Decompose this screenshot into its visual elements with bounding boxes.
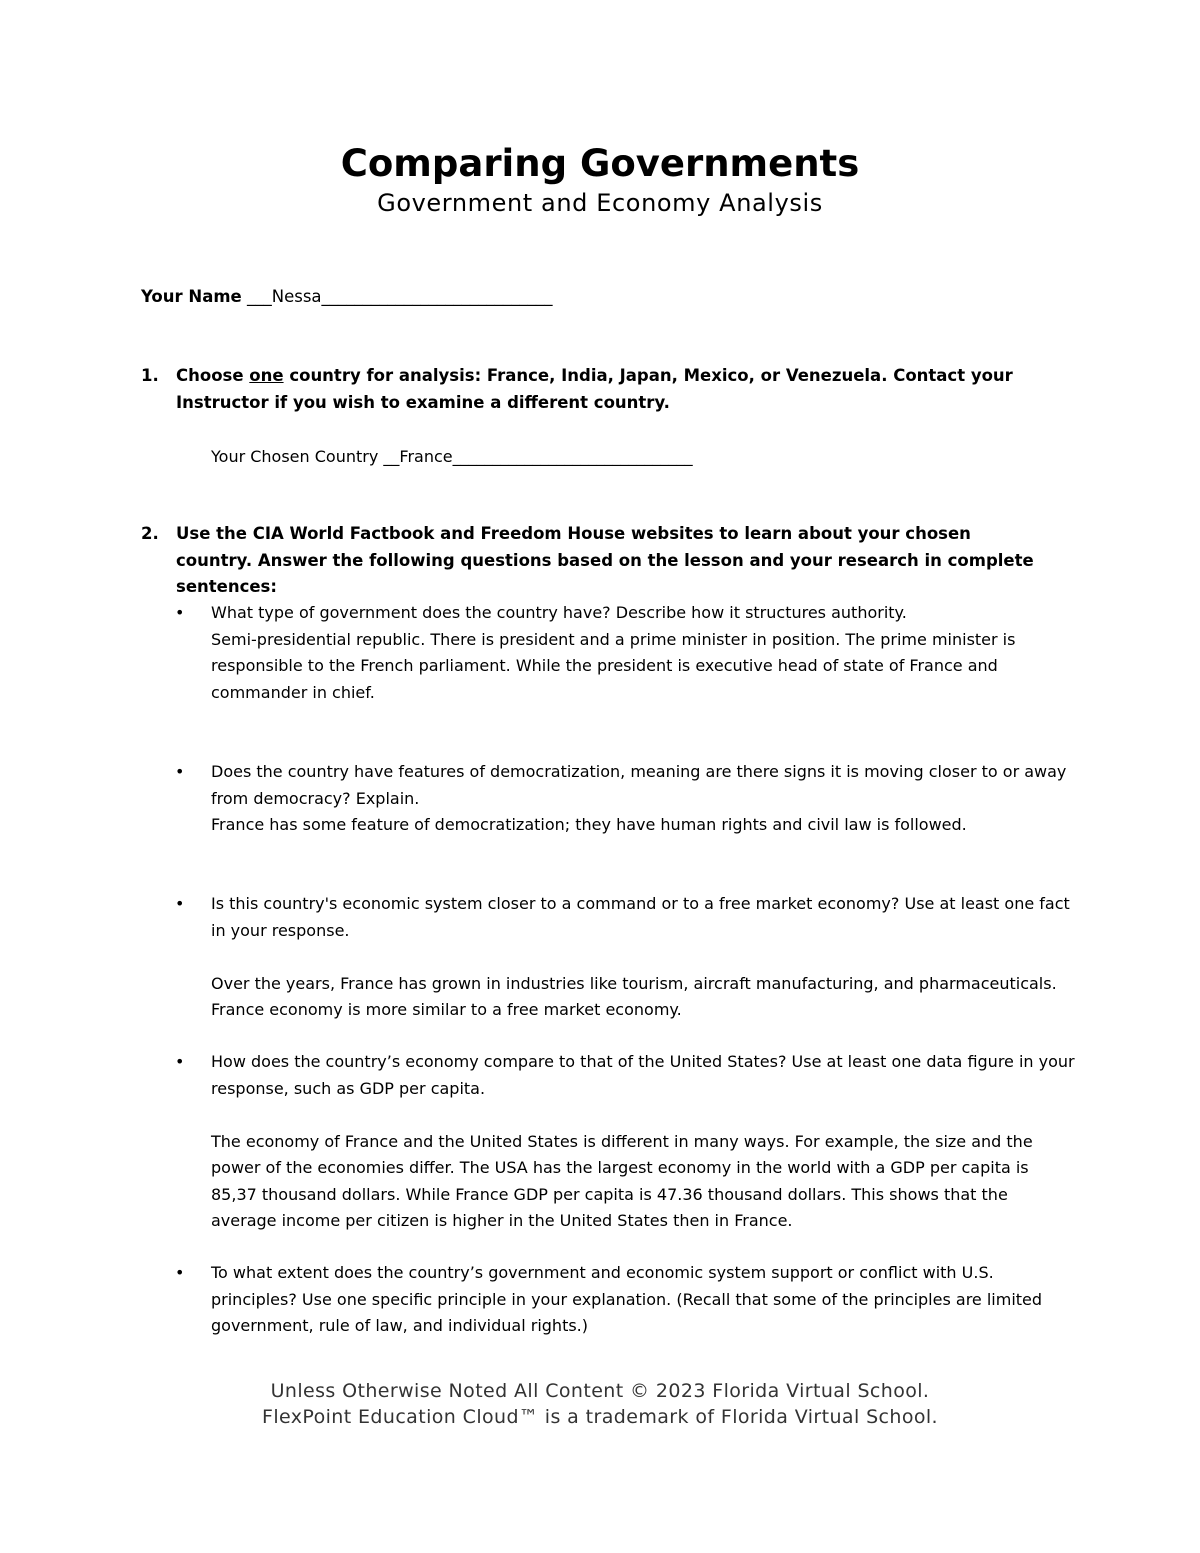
item-answer: Semi-presidential republic. There is president and a prime minister in position. The prime minister is responsible to the French parliament. While the president is executive head of state of France and commander in chief. bbox=[211, 629, 1016, 702]
item-question: Is this country's economic system closer to a command or to a free market economy? Use at least one fact in your response. bbox=[211, 894, 1070, 940]
item-question: To what extent does the country’s government and economic system support or conflict with U.S. principles? Use one specific principle in your explanation. (Recall that some of the principles are limited government, rule of law, and individual rights.) bbox=[211, 1263, 1043, 1335]
chosen-country-field: Your Chosen Country __France______________________________ bbox=[211, 447, 693, 466]
bullet-icon: • bbox=[175, 603, 185, 622]
bullet-icon: • bbox=[175, 1052, 185, 1071]
item-question: Does the country have features of democratization, meaning are there signs it is moving closer to or away from democracy? Explain. bbox=[211, 762, 1067, 808]
question-2-number: 2. bbox=[141, 524, 159, 543]
bullet-icon: • bbox=[175, 894, 185, 913]
question-1-text: Choose one country for analysis: France, India, Japan, Mexico, or Venezuela. Contact your Instructor if you wish to examine a different country. bbox=[176, 366, 1013, 412]
footer-line-2: FlexPoint Education Cloud™ is a trademark of Florida Virtual School. bbox=[262, 1406, 938, 1428]
question-1 bbox=[141, 363, 1041, 416]
bullet-icon: • bbox=[175, 762, 185, 781]
list-item bbox=[175, 1049, 1075, 1235]
item-question: What type of government does the country have? Describe how it structures authority. bbox=[211, 603, 907, 622]
question-2-text: Use the CIA World Factbook and Freedom House websites to learn about your chosen country. Answer the following questions based on the lesson and your research in complete sentences: bbox=[176, 524, 1034, 596]
page-title: Comparing Governments bbox=[340, 142, 860, 185]
question-1-number: 1. bbox=[141, 366, 159, 385]
item-answer: France has some feature of democratization; they have human rights and civil law is followed. bbox=[211, 815, 967, 834]
list-item bbox=[175, 1260, 1075, 1340]
item-question: How does the country’s economy compare to that of the United States? Use at least one data figure in your response, such as GDP per capita. bbox=[211, 1052, 1075, 1098]
item-answer: Over the years, France has grown in industries like tourism, aircraft manufacturing, and pharmaceuticals. France economy is more similar to a free market economy. bbox=[211, 973, 1057, 1019]
bullet-icon: • bbox=[175, 1263, 185, 1282]
name-field bbox=[141, 284, 553, 311]
item-answer: The economy of France and the United States is different in many ways. For example, the size and the power of the economies differ. The USA has the largest economy in the world with a GDP per capita is 85,37 thousand dollars. While France GDP per capita is 47.36 thousand dollars. This shows that the average income per citizen is higher in the United States then in France. bbox=[211, 1131, 1033, 1230]
name-label: Your Name bbox=[141, 287, 242, 306]
list-item bbox=[175, 759, 1075, 839]
page-subtitle: Government and Economy Analysis bbox=[377, 189, 823, 217]
copyright-footer bbox=[0, 1378, 1200, 1430]
question-2 bbox=[141, 521, 1041, 601]
name-value: ___Nessa____________________________ bbox=[246, 287, 553, 306]
list-item bbox=[175, 891, 1075, 1024]
footer-line-1: Unless Otherwise Noted All Content © 2023 Florida Virtual School. bbox=[270, 1380, 930, 1402]
list-item bbox=[175, 600, 1075, 706]
emphasis-one: one bbox=[249, 366, 284, 385]
